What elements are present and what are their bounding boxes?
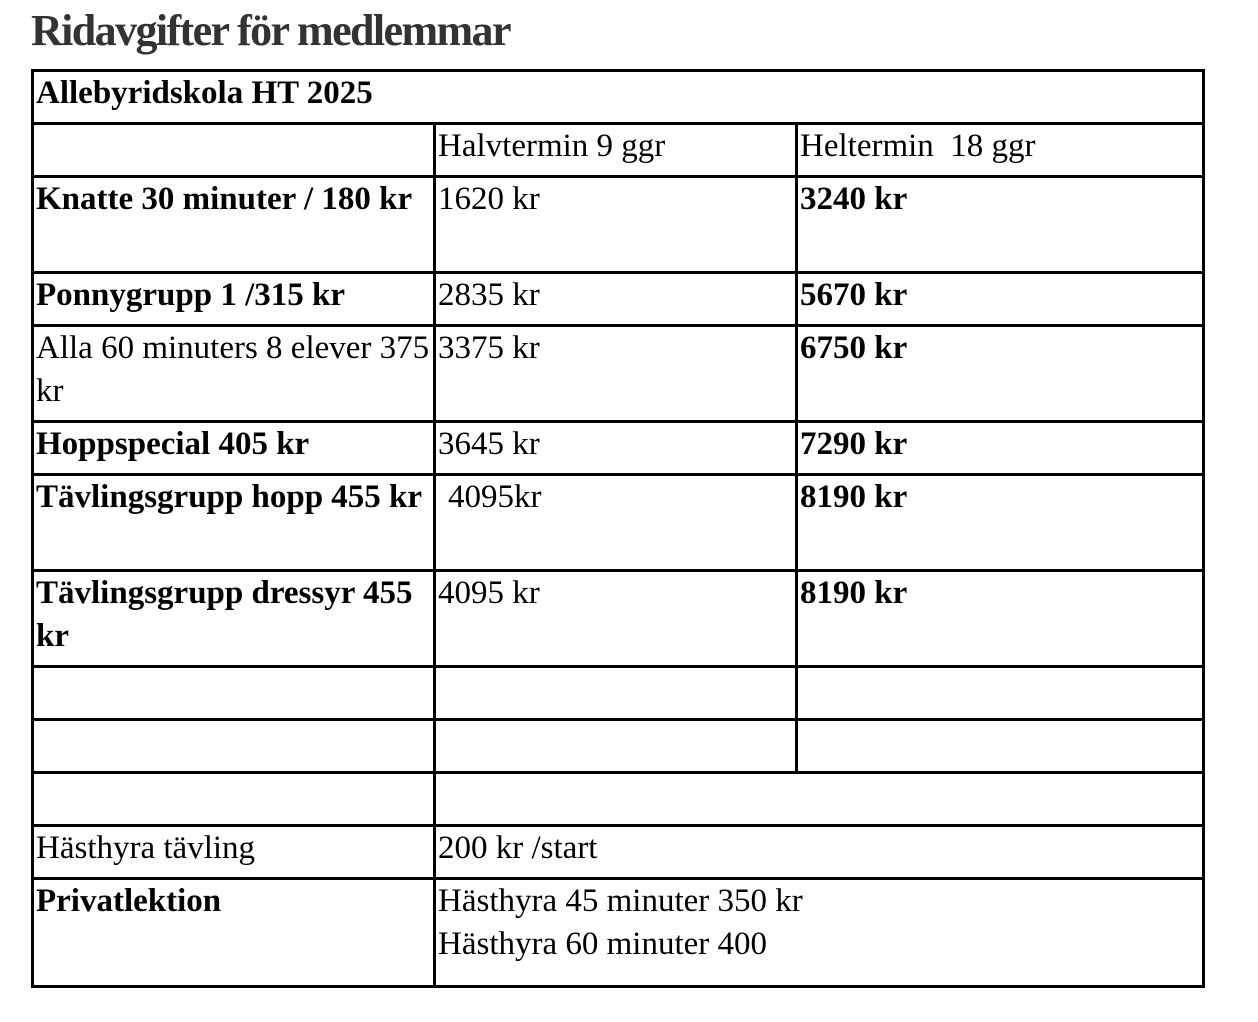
private-lesson-details [435, 879, 1204, 987]
empty-cell [33, 773, 435, 826]
row-full-price: 7290 kr [797, 422, 1204, 475]
table-row [33, 326, 1204, 422]
empty-cell [797, 720, 1204, 773]
table-title: Allebyridskola HT 2025 [33, 71, 1204, 124]
table-row [33, 475, 1204, 571]
row-label: Hoppspecial 405 kr [33, 422, 435, 475]
horse-rent-label: Hästhyra tävling [33, 826, 435, 879]
row-full-price: 3240 kr [797, 177, 1204, 273]
empty-cell [33, 667, 435, 720]
empty-row [33, 667, 1204, 720]
empty-row [33, 773, 1204, 826]
row-half-price: 3645 kr [435, 422, 797, 475]
row-full-price: 5670 kr [797, 273, 1204, 326]
row-full-price: 8190 kr [797, 571, 1204, 667]
row-half-price: 3375 kr [435, 326, 797, 422]
page-title: Ridavgifter för medlemmar [31, 6, 510, 55]
private-lesson-label: Privatlektion [33, 879, 435, 987]
table-row [33, 177, 1204, 273]
table-row [33, 273, 1204, 326]
row-label: Tävlingsgrupp dressyr 455 kr [33, 571, 435, 667]
row-label: Ponnygrupp 1 /315 kr [33, 273, 435, 326]
fees-table [31, 69, 1205, 988]
empty-cell [33, 720, 435, 773]
row-full-price: 6750 kr [797, 326, 1204, 422]
horse-rent-value: 200 kr /start [435, 826, 1204, 879]
row-half-price: 1620 kr [435, 177, 797, 273]
header-half-term: Halvtermin 9 ggr [435, 124, 797, 177]
row-label: Tävlingsgrupp hopp 455 kr [33, 475, 435, 571]
empty-cell [435, 773, 1204, 826]
header-full-term: Heltermin 18 ggr [797, 124, 1204, 177]
private-lesson-row [33, 879, 1204, 987]
row-half-price: 4095kr [435, 475, 797, 571]
row-label: Alla 60 minuters 8 elever 375 kr [33, 326, 435, 422]
horse-rent-row [33, 826, 1204, 879]
private-lesson-line-1: Hästhyra 45 minuter 350 kr [438, 883, 803, 919]
row-full-price: 8190 kr [797, 475, 1204, 571]
row-half-price: 2835 kr [435, 273, 797, 326]
table-header-row [33, 124, 1204, 177]
empty-cell [435, 720, 797, 773]
empty-cell [435, 667, 797, 720]
row-half-price: 4095 kr [435, 571, 797, 667]
empty-row [33, 720, 1204, 773]
header-empty-cell [33, 124, 435, 177]
empty-cell [797, 667, 1204, 720]
row-label: Knatte 30 minuter / 180 kr [33, 177, 435, 273]
table-row [33, 422, 1204, 475]
private-lesson-line-2: Hästhyra 60 minuter 400 [438, 926, 768, 962]
table-title-row [33, 71, 1204, 124]
table-row [33, 571, 1204, 667]
